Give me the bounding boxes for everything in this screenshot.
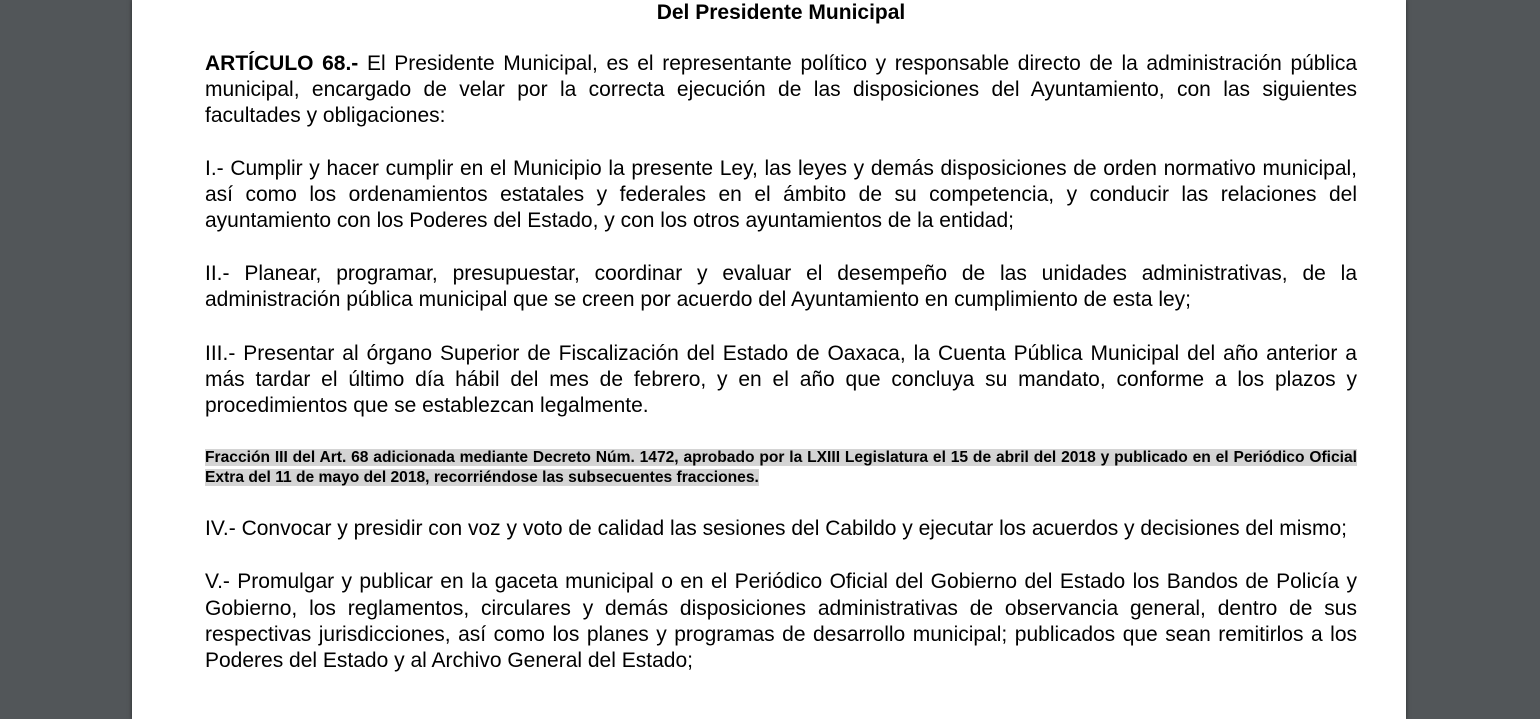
fraction-iv: IV.- Convocar y presidir con voz y voto de calidad las sesiones del Cabildo y ejecutar los acuerdos y decisiones del mismo; xyxy=(205,517,1347,541)
article-label: ARTÍCULO 68.- xyxy=(205,52,359,75)
page-content xyxy=(205,0,1357,674)
amendment-note-text: Fracción III del Art. 68 adicionada mediante Decreto Núm. 1472, aprobado por la LXIII Legislatura el 15 de abril del 2018 y publicado en el Periódico Oficial Extra del 11 de mayo del 2018, recorriéndose las subsecuentes fracciones. xyxy=(205,449,1357,486)
amendment-note xyxy=(205,448,1357,487)
article-68-paragraph xyxy=(205,51,1357,130)
document-page xyxy=(132,0,1406,719)
fraction-ii: II.- Planear, programar, presupuestar, coordinar y evaluar el desempeño de las unidades administrativas, de la administración pública municipal que se creen por acuerdo del Ayuntamiento en cumplimiento de esta ley; xyxy=(205,262,1357,312)
section-heading: Del Presidente Municipal xyxy=(656,1,906,24)
fraction-i: I.- Cumplir y hacer cumplir en el Municipio la presente Ley, las leyes y demás disposiciones de orden normativo municipal, así como los ordenamientos estatales y federales en el ámbito de su competencia, y conducir las relaciones del ayuntamiento con los Poderes del Estado, y con los otros ayuntamientos de la entidad; xyxy=(205,156,1357,233)
article-intro-text: El Presidente Municipal, es el representante político y responsable directo de la administración pública municipal, encargado de velar por la correcta ejecución de las disposiciones del Ayuntamiento, con las siguientes facultades y obligaciones: xyxy=(205,52,1357,128)
fraction-iii: III.- Presentar al órgano Superior de Fiscalización del Estado de Oaxaca, la Cuenta Pública Municipal del año anterior a más tardar el último día hábil del mes de febrero, y en el año que concluya su mandato, conforme a los plazos y procedimientos que se establezcan legalmente. xyxy=(205,341,1357,418)
fraction-v: V.- Promulgar y publicar en la gaceta municipal o en el Periódico Oficial del Gobierno del Estado los Bandos de Policía y Gobierno, los reglamentos, circulares y demás disposiciones administrativas de observancia general, dentro de sus respectivas jurisdicciones, así como los planes y programas de desarrollo municipal; publicados que sean remitirlos a los Poderes del Estado y al Archivo General del Estado; xyxy=(205,570,1357,673)
